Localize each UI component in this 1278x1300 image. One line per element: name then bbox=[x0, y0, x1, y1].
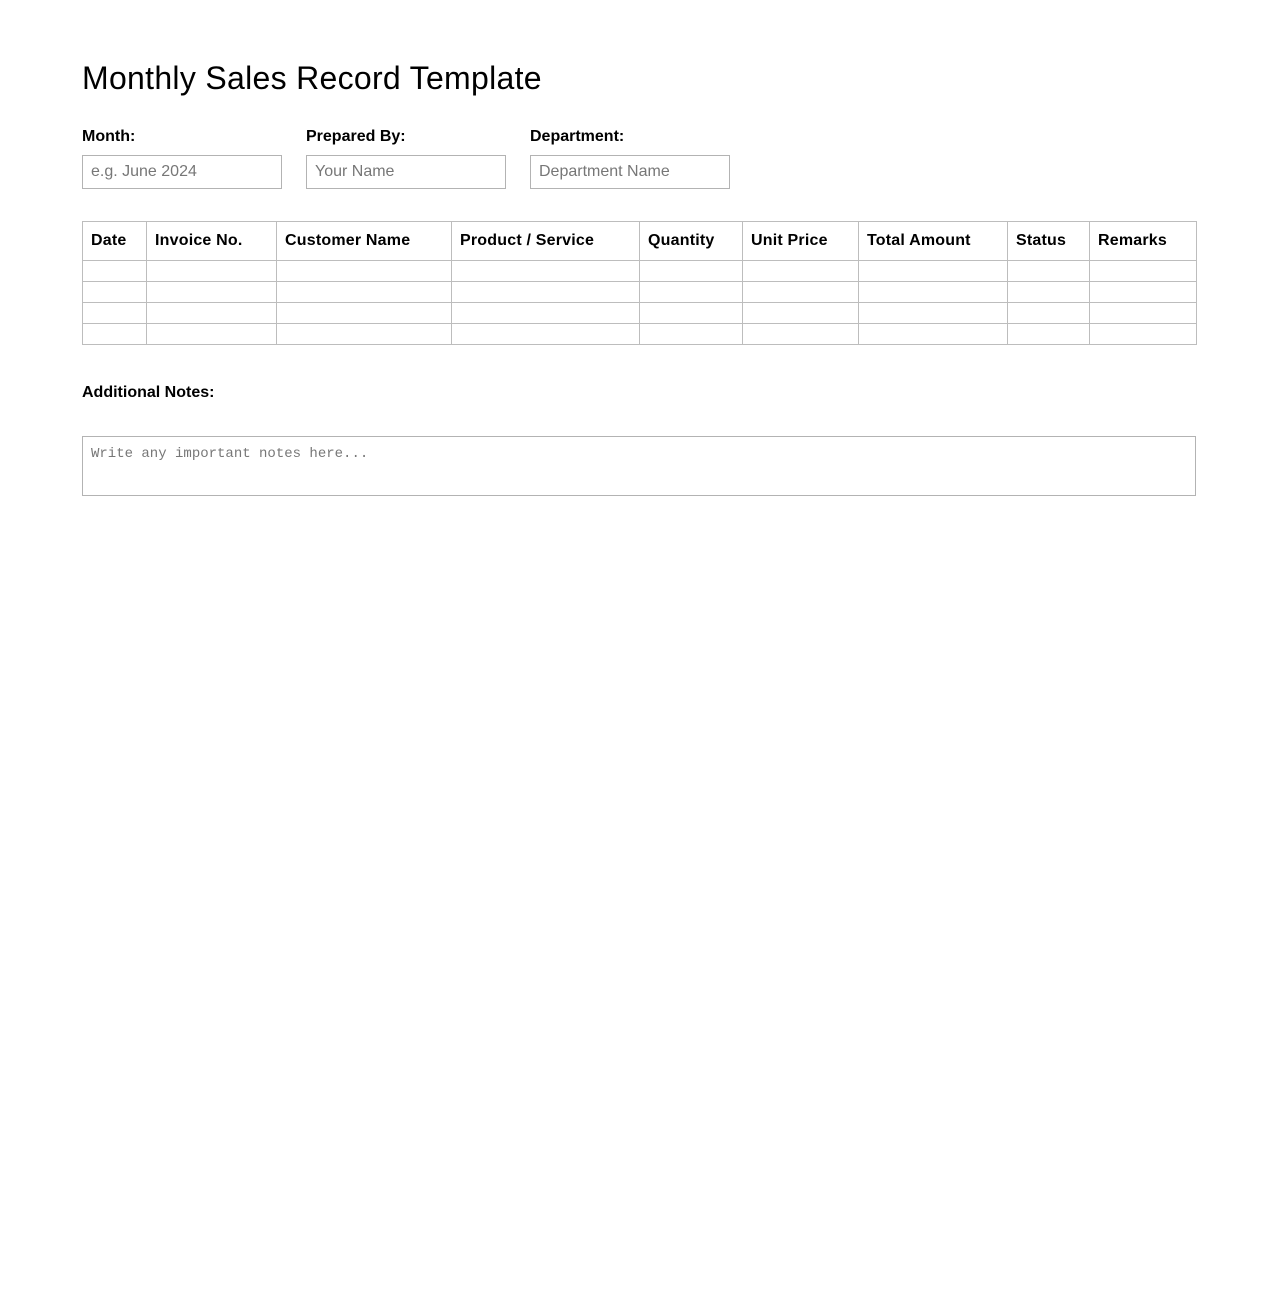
table-cell[interactable] bbox=[1090, 282, 1197, 303]
table-row bbox=[83, 282, 1197, 303]
table-cell[interactable] bbox=[859, 303, 1008, 324]
column-header-total-amount: Total Amount bbox=[859, 222, 1008, 261]
table-cell[interactable] bbox=[1090, 261, 1197, 282]
table-cell[interactable] bbox=[1090, 303, 1197, 324]
table-cell[interactable] bbox=[743, 261, 859, 282]
table-cell[interactable] bbox=[640, 282, 743, 303]
table-cell[interactable] bbox=[640, 261, 743, 282]
column-header-quantity: Quantity bbox=[640, 222, 743, 261]
column-header-customer-name: Customer Name bbox=[277, 222, 452, 261]
table-cell[interactable] bbox=[147, 324, 277, 345]
table-cell[interactable] bbox=[83, 261, 147, 282]
table-cell[interactable] bbox=[452, 282, 640, 303]
table-cell[interactable] bbox=[277, 282, 452, 303]
table-row bbox=[83, 303, 1197, 324]
column-header-remarks: Remarks bbox=[1090, 222, 1197, 261]
table-cell[interactable] bbox=[83, 303, 147, 324]
department-label: Department: bbox=[530, 128, 625, 145]
table-cell[interactable] bbox=[859, 324, 1008, 345]
table-cell[interactable] bbox=[859, 282, 1008, 303]
column-header-product-service: Product / Service bbox=[452, 222, 640, 261]
table-header-row bbox=[83, 222, 1197, 261]
table-row bbox=[83, 324, 1197, 345]
department-field-group bbox=[530, 128, 730, 189]
month-label: Month: bbox=[82, 128, 136, 145]
table-cell[interactable] bbox=[1008, 261, 1090, 282]
month-field-group bbox=[82, 128, 282, 189]
table-cell[interactable] bbox=[277, 324, 452, 345]
table-cell[interactable] bbox=[452, 324, 640, 345]
column-header-date: Date bbox=[83, 222, 147, 261]
department-input[interactable] bbox=[530, 155, 730, 189]
table-cell[interactable] bbox=[640, 303, 743, 324]
sales-table bbox=[82, 221, 1197, 345]
column-header-invoice-no: Invoice No. bbox=[147, 222, 277, 261]
table-cell[interactable] bbox=[640, 324, 743, 345]
table-cell[interactable] bbox=[83, 282, 147, 303]
table-cell[interactable] bbox=[743, 282, 859, 303]
table-cell[interactable] bbox=[743, 303, 859, 324]
prepared-by-field-group bbox=[306, 128, 506, 189]
table-row bbox=[83, 261, 1197, 282]
table-cell[interactable] bbox=[1008, 303, 1090, 324]
column-header-unit-price: Unit Price bbox=[743, 222, 859, 261]
table-cell[interactable] bbox=[147, 282, 277, 303]
additional-notes-textarea[interactable] bbox=[82, 436, 1196, 496]
table-cell[interactable] bbox=[859, 261, 1008, 282]
table-cell[interactable] bbox=[277, 261, 452, 282]
table-cell[interactable] bbox=[1090, 324, 1197, 345]
prepared-by-label: Prepared By: bbox=[306, 128, 406, 145]
table-cell[interactable] bbox=[83, 324, 147, 345]
table-cell[interactable] bbox=[147, 261, 277, 282]
page-title: Monthly Sales Record Template bbox=[82, 60, 542, 96]
column-header-status: Status bbox=[1008, 222, 1090, 261]
table-cell[interactable] bbox=[743, 324, 859, 345]
additional-notes-label: Additional Notes: bbox=[82, 384, 215, 401]
table-cell[interactable] bbox=[452, 303, 640, 324]
table-cell[interactable] bbox=[1008, 324, 1090, 345]
table-cell[interactable] bbox=[277, 303, 452, 324]
table-cell[interactable] bbox=[452, 261, 640, 282]
prepared-by-input[interactable] bbox=[306, 155, 506, 189]
table-cell[interactable] bbox=[1008, 282, 1090, 303]
month-input[interactable] bbox=[82, 155, 282, 189]
table-cell[interactable] bbox=[147, 303, 277, 324]
